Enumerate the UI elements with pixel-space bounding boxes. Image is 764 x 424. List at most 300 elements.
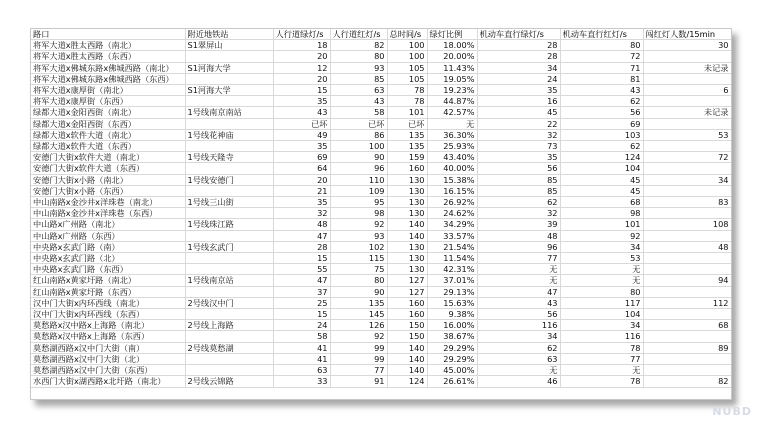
table-cell[interactable]: 100 <box>387 51 427 62</box>
table-cell[interactable] <box>643 73 731 84</box>
table-cell[interactable]: 16.15% <box>427 185 477 196</box>
table-cell[interactable]: 无 <box>477 264 560 275</box>
table-cell[interactable]: 33 <box>273 376 330 387</box>
table-cell[interactable]: 83 <box>643 197 731 208</box>
table-cell[interactable]: 11.54% <box>427 253 477 264</box>
table-cell[interactable]: 28 <box>273 241 330 252</box>
table-cell[interactable]: 将军大道x康厚街（南北） <box>31 85 185 96</box>
table-cell[interactable]: 41 <box>273 353 330 364</box>
table-cell[interactable] <box>185 353 273 364</box>
table-row <box>31 141 731 152</box>
table-row <box>31 264 731 275</box>
table-cell[interactable] <box>643 141 731 152</box>
table-cell[interactable]: 25.93% <box>427 141 477 152</box>
column-header[interactable]: 机动车直行红灯/s <box>560 29 643 40</box>
table-cell[interactable]: 140 <box>387 365 427 376</box>
table-row <box>31 353 731 364</box>
table-cell[interactable] <box>643 264 731 275</box>
table-cell[interactable]: 78 <box>560 342 643 353</box>
table-cell[interactable]: 莫愁路x汉中路x上海路（南北） <box>31 320 185 331</box>
table-cell[interactable]: 98 <box>560 208 643 219</box>
table-cell[interactable]: 47 <box>273 275 330 286</box>
table-cell[interactable]: 45 <box>560 185 643 196</box>
table-cell[interactable]: 127 <box>387 275 427 286</box>
table-cell[interactable]: 16.00% <box>427 320 477 331</box>
table-cell[interactable]: 82 <box>643 376 731 387</box>
table-cell[interactable] <box>643 253 731 264</box>
table-cell[interactable] <box>185 365 273 376</box>
table-cell[interactable]: 135 <box>330 297 387 308</box>
table-cell[interactable]: 中山南路x金沙井x洋珠巷（东西） <box>31 208 185 219</box>
table-cell[interactable]: 109 <box>330 185 387 196</box>
table-cell[interactable]: S1河海大学 <box>185 62 273 73</box>
table-cell[interactable]: 1号线南京南站 <box>185 107 273 118</box>
table-cell[interactable]: 43 <box>273 107 330 118</box>
table-cell[interactable]: 55 <box>273 264 330 275</box>
table-cell[interactable]: 103 <box>560 129 643 140</box>
table-cell[interactable]: 105 <box>387 73 427 84</box>
table-cell[interactable]: 63 <box>477 353 560 364</box>
table-cell[interactable]: 78 <box>387 96 427 107</box>
table-row <box>31 73 731 84</box>
table-cell[interactable] <box>185 331 273 342</box>
table-cell[interactable]: 41 <box>273 342 330 353</box>
table-cell[interactable]: 116 <box>477 320 560 331</box>
column-header[interactable]: 总时间/s <box>387 29 427 40</box>
table-cell[interactable]: 117 <box>560 297 643 308</box>
table-cell[interactable]: 43.40% <box>427 152 477 163</box>
table-cell[interactable]: 53 <box>643 129 731 140</box>
table-cell[interactable]: 86 <box>330 129 387 140</box>
table-cell[interactable]: 69 <box>560 118 643 129</box>
table-cell[interactable]: 48 <box>477 230 560 241</box>
table-cell[interactable]: 33.57% <box>427 230 477 241</box>
table-cell[interactable]: 101 <box>387 107 427 118</box>
table-cell[interactable]: 135 <box>387 141 427 152</box>
table-cell[interactable]: 89 <box>643 342 731 353</box>
table-cell[interactable]: 140 <box>387 342 427 353</box>
table-cell[interactable]: 42.31% <box>427 264 477 275</box>
table-cell[interactable]: 已坏 <box>387 118 427 129</box>
table-cell[interactable]: 105 <box>387 62 427 73</box>
table-cell[interactable]: 42.57% <box>427 107 477 118</box>
table-cell[interactable]: 26.61% <box>427 376 477 387</box>
column-header[interactable]: 绿灯比例 <box>427 29 477 40</box>
table-cell[interactable]: 77 <box>330 365 387 376</box>
table-cell[interactable]: 2号线汉中门 <box>185 297 273 308</box>
table-cell[interactable]: 32 <box>273 208 330 219</box>
table-cell[interactable]: 160 <box>387 309 427 320</box>
table-cell[interactable]: 6 <box>643 85 731 96</box>
table-cell[interactable]: 44.87% <box>427 96 477 107</box>
table-cell[interactable]: 115 <box>330 253 387 264</box>
table-cell[interactable]: 将军大道x胜太西路（东西） <box>31 51 185 62</box>
table-cell[interactable]: 中央路x玄武门路（南） <box>31 241 185 252</box>
table-cell[interactable]: 96 <box>477 241 560 252</box>
table-cell[interactable] <box>185 264 273 275</box>
table-cell[interactable]: 46 <box>477 376 560 387</box>
table-cell[interactable]: 莫愁湖西路x汉中门大街（北） <box>31 353 185 364</box>
table-cell[interactable]: 红山南路x黄家圩路（东西） <box>31 286 185 297</box>
table-cell[interactable]: 145 <box>330 309 387 320</box>
table-cell[interactable]: 90 <box>330 286 387 297</box>
table-cell[interactable]: 无 <box>560 275 643 286</box>
table-cell[interactable]: 78 <box>387 85 427 96</box>
table-cell[interactable]: 62 <box>560 141 643 152</box>
table-cell[interactable] <box>185 253 273 264</box>
table-cell[interactable]: 102 <box>330 241 387 252</box>
table-cell[interactable] <box>643 51 731 62</box>
table-cell[interactable]: 无 <box>560 264 643 275</box>
table-cell[interactable]: 20 <box>273 51 330 62</box>
table-cell[interactable] <box>185 141 273 152</box>
table-cell[interactable]: 莫愁路x汉中路x上海路（东西） <box>31 331 185 342</box>
table-cell[interactable]: 108 <box>643 219 731 230</box>
table-cell[interactable]: 无 <box>427 118 477 129</box>
table-cell[interactable]: 26.92% <box>427 197 477 208</box>
table-cell[interactable]: 安德门大街x软件大道（南北） <box>31 152 185 163</box>
table-cell[interactable]: 29.29% <box>427 342 477 353</box>
table-cell[interactable]: 75 <box>330 264 387 275</box>
table-cell[interactable] <box>643 331 731 342</box>
table-cell[interactable] <box>643 96 731 107</box>
table-cell[interactable]: 68 <box>643 320 731 331</box>
table-cell[interactable]: 2号线莫愁湖 <box>185 342 273 353</box>
table-cell[interactable]: 35 <box>273 197 330 208</box>
table-cell[interactable]: 80 <box>330 51 387 62</box>
table-cell[interactable]: 116 <box>560 331 643 342</box>
table-cell[interactable]: S1河海大学 <box>185 85 273 96</box>
table-cell[interactable]: 19.23% <box>427 85 477 96</box>
table-cell[interactable]: 100 <box>387 40 427 51</box>
table-cell[interactable]: 34 <box>477 331 560 342</box>
table-cell[interactable]: 20 <box>273 174 330 185</box>
table-cell[interactable]: 85 <box>477 185 560 196</box>
table-cell[interactable]: 20 <box>273 73 330 84</box>
table-row <box>31 208 731 219</box>
table-cell[interactable]: 20.00% <box>427 51 477 62</box>
table-cell[interactable]: 11.43% <box>427 62 477 73</box>
table-cell[interactable] <box>643 353 731 364</box>
table-cell[interactable]: 34 <box>477 62 560 73</box>
table-cell[interactable] <box>185 51 273 62</box>
table-cell[interactable]: 58 <box>330 107 387 118</box>
table-cell[interactable]: 1号线天隆寺 <box>185 152 273 163</box>
table-cell[interactable]: 32 <box>477 129 560 140</box>
table-cell[interactable]: 37.01% <box>427 275 477 286</box>
table-cell[interactable]: 40.00% <box>427 163 477 174</box>
table-row <box>31 51 731 62</box>
table-cell[interactable]: 101 <box>560 219 643 230</box>
table-cell[interactable]: 24 <box>273 320 330 331</box>
table-cell[interactable]: 无 <box>560 365 643 376</box>
table-cell[interactable]: 2号线云锦路 <box>185 376 273 387</box>
table-cell[interactable]: 94 <box>643 275 731 286</box>
table-cell[interactable]: 16 <box>477 96 560 107</box>
table-cell[interactable] <box>643 230 731 241</box>
table-cell[interactable]: 21.54% <box>427 241 477 252</box>
table-cell[interactable]: 140 <box>387 230 427 241</box>
table-cell[interactable]: 39 <box>477 219 560 230</box>
table-cell[interactable]: 62 <box>477 342 560 353</box>
table-cell[interactable]: 160 <box>387 297 427 308</box>
table-cell[interactable]: 红山南路x黄家圩路（南北） <box>31 275 185 286</box>
table-cell[interactable]: 汉中门大街x内环西线（东西） <box>31 309 185 320</box>
table-cell[interactable]: 126 <box>330 320 387 331</box>
table-cell[interactable]: 21 <box>273 185 330 196</box>
table-cell[interactable]: 15 <box>273 253 330 264</box>
table-cell[interactable]: 95 <box>330 197 387 208</box>
table-cell[interactable]: 69 <box>273 152 330 163</box>
table-cell[interactable]: 127 <box>387 286 427 297</box>
table-cell[interactable]: 1号线花神庙 <box>185 129 273 140</box>
table-cell[interactable]: 29.29% <box>427 353 477 364</box>
table-cell[interactable]: 82 <box>330 40 387 51</box>
table-row <box>31 107 731 118</box>
table-cell[interactable]: 63 <box>330 85 387 96</box>
table-cell[interactable]: 2号线上海路 <box>185 320 273 331</box>
table-cell[interactable]: 将军大道x佛城东路x佛城西路（南北） <box>31 62 185 73</box>
table-cell[interactable]: S1翠屏山 <box>185 40 273 51</box>
table-cell[interactable]: 80 <box>560 40 643 51</box>
table-cell[interactable]: 莫愁湖西路x汉中门大街（东西） <box>31 365 185 376</box>
table-cell[interactable]: 将军大道x胜太西路（南北） <box>31 40 185 51</box>
table-cell[interactable]: 56 <box>477 163 560 174</box>
table-cell[interactable] <box>185 163 273 174</box>
table-cell[interactable]: 47 <box>273 230 330 241</box>
table-cell[interactable]: 135 <box>387 129 427 140</box>
table-cell[interactable]: 未记录 <box>643 62 731 73</box>
table-cell[interactable]: 96 <box>330 163 387 174</box>
table-cell[interactable]: 已坏 <box>273 118 330 129</box>
table-cell[interactable]: 1号线三山街 <box>185 197 273 208</box>
table-cell[interactable]: 90 <box>330 152 387 163</box>
table-cell[interactable]: 37 <box>273 286 330 297</box>
table-cell[interactable]: 49 <box>273 129 330 140</box>
table-cell[interactable]: 150 <box>387 320 427 331</box>
table-cell[interactable]: 99 <box>330 353 387 364</box>
table-cell[interactable]: 35 <box>273 96 330 107</box>
table-row <box>31 96 731 107</box>
table-cell[interactable]: 34 <box>560 320 643 331</box>
table-cell[interactable]: 未记录 <box>643 107 731 118</box>
table-cell[interactable] <box>185 118 273 129</box>
table-cell[interactable]: 56 <box>560 107 643 118</box>
table-cell[interactable]: 58 <box>273 331 330 342</box>
table-cell[interactable]: 91 <box>330 376 387 387</box>
table-cell[interactable] <box>185 96 273 107</box>
table-cell[interactable] <box>185 208 273 219</box>
table-cell[interactable]: 93 <box>330 62 387 73</box>
table-row <box>31 230 731 241</box>
table-cell[interactable]: 19.05% <box>427 73 477 84</box>
table-cell[interactable]: 130 <box>387 197 427 208</box>
table-cell[interactable]: 45.00% <box>427 365 477 376</box>
table-cell[interactable]: 9.38% <box>427 309 477 320</box>
table-cell[interactable]: 绿都大道x金阳西街（东西） <box>31 118 185 129</box>
table-cell[interactable]: 130 <box>387 174 427 185</box>
table-cell[interactable]: 1号线南京站 <box>185 275 273 286</box>
table-cell[interactable]: 水西门大街x湖西路x北圩路（南北） <box>31 376 185 387</box>
table-cell[interactable] <box>643 118 731 129</box>
table-cell[interactable]: 28 <box>477 40 560 51</box>
table-cell[interactable]: 安德门大街x软件大道（东西） <box>31 163 185 174</box>
table-cell[interactable]: 124 <box>387 376 427 387</box>
table-cell[interactable]: 安德门大街x小路（东西） <box>31 185 185 196</box>
table-cell[interactable]: 98 <box>330 208 387 219</box>
table-cell[interactable]: 34 <box>643 174 731 185</box>
table-cell[interactable] <box>185 286 273 297</box>
table-cell[interactable]: 28 <box>477 51 560 62</box>
table-cell[interactable]: 18.00% <box>427 40 477 51</box>
table-cell[interactable]: 32 <box>477 208 560 219</box>
column-header[interactable]: 闯红灯人数/15min <box>643 29 731 40</box>
table-cell[interactable]: 72 <box>643 152 731 163</box>
table-cell[interactable] <box>185 73 273 84</box>
table-cell[interactable]: 140 <box>387 353 427 364</box>
table-cell[interactable]: 29.13% <box>427 286 477 297</box>
table-cell[interactable]: 140 <box>387 219 427 230</box>
table-cell[interactable]: 130 <box>387 208 427 219</box>
column-header[interactable]: 路口 <box>31 29 185 40</box>
table-cell[interactable]: 绿都大道x软件大道（南北） <box>31 129 185 140</box>
table-cell[interactable]: 130 <box>387 264 427 275</box>
table-cell[interactable]: 绿都大道x金阳西街（南北） <box>31 107 185 118</box>
table-cell[interactable]: 150 <box>387 331 427 342</box>
table-cell[interactable]: 92 <box>330 219 387 230</box>
column-header[interactable]: 人行道红灯/s <box>330 29 387 40</box>
table-cell[interactable]: 45 <box>560 174 643 185</box>
table-cell[interactable]: 124 <box>560 152 643 163</box>
table-cell[interactable] <box>643 365 731 376</box>
table-cell[interactable]: 45 <box>477 107 560 118</box>
table-cell[interactable]: 绿都大道x软件大道（东西） <box>31 141 185 152</box>
table-cell[interactable]: 130 <box>387 185 427 196</box>
table-cell[interactable]: 62 <box>560 96 643 107</box>
table-cell[interactable]: 1号线玄武门 <box>185 241 273 252</box>
table-cell[interactable]: 72 <box>560 51 643 62</box>
table-cell[interactable]: 36.30% <box>427 129 477 140</box>
table-cell[interactable]: 159 <box>387 152 427 163</box>
table-cell[interactable]: 18 <box>273 40 330 51</box>
table-cell[interactable]: 汉中门大街x内环西线（南北） <box>31 297 185 308</box>
table-cell[interactable]: 将军大道x佛城东路x佛城西路（东西） <box>31 73 185 84</box>
table-cell[interactable]: 35 <box>477 85 560 96</box>
table-cell[interactable] <box>643 286 731 297</box>
table-cell[interactable]: 无 <box>477 275 560 286</box>
table-cell[interactable]: 77 <box>477 253 560 264</box>
table-cell[interactable]: 已坏 <box>330 118 387 129</box>
column-header[interactable]: 附近地铁站 <box>185 29 273 40</box>
table-cell[interactable] <box>185 230 273 241</box>
column-header[interactable]: 机动车直行绿灯/s <box>477 29 560 40</box>
table-cell[interactable]: 81 <box>560 73 643 84</box>
table-cell[interactable] <box>643 185 731 196</box>
table-cell[interactable] <box>643 208 731 219</box>
spreadsheet-sheet <box>30 28 732 400</box>
table-cell[interactable]: 35 <box>273 141 330 152</box>
table-cell[interactable]: 38.67% <box>427 331 477 342</box>
table-cell[interactable]: 160 <box>387 163 427 174</box>
table-cell[interactable]: 85 <box>477 174 560 185</box>
table-cell[interactable]: 15.63% <box>427 297 477 308</box>
table-cell[interactable]: 15.38% <box>427 174 477 185</box>
table-cell[interactable]: 30 <box>643 40 731 51</box>
table-cell[interactable]: 80 <box>330 275 387 286</box>
table-cell[interactable]: 130 <box>387 253 427 264</box>
table-cell[interactable]: 63 <box>273 365 330 376</box>
table-cell[interactable] <box>643 163 731 174</box>
table-cell[interactable]: 85 <box>330 73 387 84</box>
table-cell[interactable]: 104 <box>560 163 643 174</box>
table-cell[interactable]: 34.29% <box>427 219 477 230</box>
table-cell[interactable]: 130 <box>387 241 427 252</box>
table-cell[interactable] <box>185 185 273 196</box>
table-cell[interactable]: 安德门大街x小路（南北） <box>31 174 185 185</box>
table-cell[interactable]: 73 <box>477 141 560 152</box>
table-cell[interactable]: 93 <box>330 230 387 241</box>
table-cell[interactable]: 中山路x广州路（东西） <box>31 230 185 241</box>
table-row <box>31 185 731 196</box>
table-cell[interactable]: 15 <box>273 309 330 320</box>
table-cell[interactable]: 92 <box>330 331 387 342</box>
table-cell[interactable]: 56 <box>477 309 560 320</box>
table-cell[interactable]: 64 <box>273 163 330 174</box>
table-cell[interactable]: 68 <box>560 197 643 208</box>
table-cell[interactable]: 无 <box>477 365 560 376</box>
table-cell[interactable]: 25 <box>273 297 330 308</box>
table-cell[interactable]: 12 <box>273 62 330 73</box>
table-cell[interactable]: 100 <box>330 141 387 152</box>
table-cell[interactable] <box>643 309 731 320</box>
table-cell[interactable]: 99 <box>330 342 387 353</box>
table-cell[interactable]: 48 <box>273 219 330 230</box>
table-cell[interactable]: 92 <box>560 230 643 241</box>
table-cell[interactable]: 71 <box>560 62 643 73</box>
table-cell[interactable]: 中山南路x金沙井x洋珠巷（南北） <box>31 197 185 208</box>
table-cell[interactable]: 中山路x广州路（南北） <box>31 219 185 230</box>
table-cell[interactable]: 48 <box>643 241 731 252</box>
table-cell[interactable]: 中央路x玄武门路（北） <box>31 253 185 264</box>
table-cell[interactable]: 1号线安德门 <box>185 174 273 185</box>
table-cell[interactable]: 将军大道x康厚街（东西） <box>31 96 185 107</box>
table-cell[interactable]: 110 <box>330 174 387 185</box>
table-cell[interactable]: 47 <box>477 286 560 297</box>
table-cell[interactable]: 77 <box>560 353 643 364</box>
table-cell[interactable]: 34 <box>560 241 643 252</box>
table-cell[interactable]: 24 <box>477 73 560 84</box>
table-cell[interactable]: 43 <box>477 297 560 308</box>
table-cell[interactable]: 80 <box>560 286 643 297</box>
table-cell[interactable]: 35 <box>477 152 560 163</box>
table-cell[interactable]: 104 <box>560 309 643 320</box>
table-cell[interactable]: 62 <box>477 197 560 208</box>
table-cell[interactable]: 15 <box>273 85 330 96</box>
table-cell[interactable]: 莫愁湖西路x汉中门大街（南） <box>31 342 185 353</box>
table-cell[interactable]: 78 <box>560 376 643 387</box>
table-cell[interactable]: 1号线珠江路 <box>185 219 273 230</box>
table-cell[interactable]: 中央路x玄武门路（东西） <box>31 264 185 275</box>
table-row <box>31 163 731 174</box>
table-cell[interactable]: 43 <box>560 85 643 96</box>
column-header[interactable]: 人行道绿灯/s <box>273 29 330 40</box>
table-cell[interactable] <box>185 309 273 320</box>
table-cell[interactable]: 22 <box>477 118 560 129</box>
table-cell[interactable]: 43 <box>330 96 387 107</box>
table-cell[interactable]: 112 <box>643 297 731 308</box>
table-cell[interactable]: 53 <box>560 253 643 264</box>
table-cell[interactable]: 24.62% <box>427 208 477 219</box>
